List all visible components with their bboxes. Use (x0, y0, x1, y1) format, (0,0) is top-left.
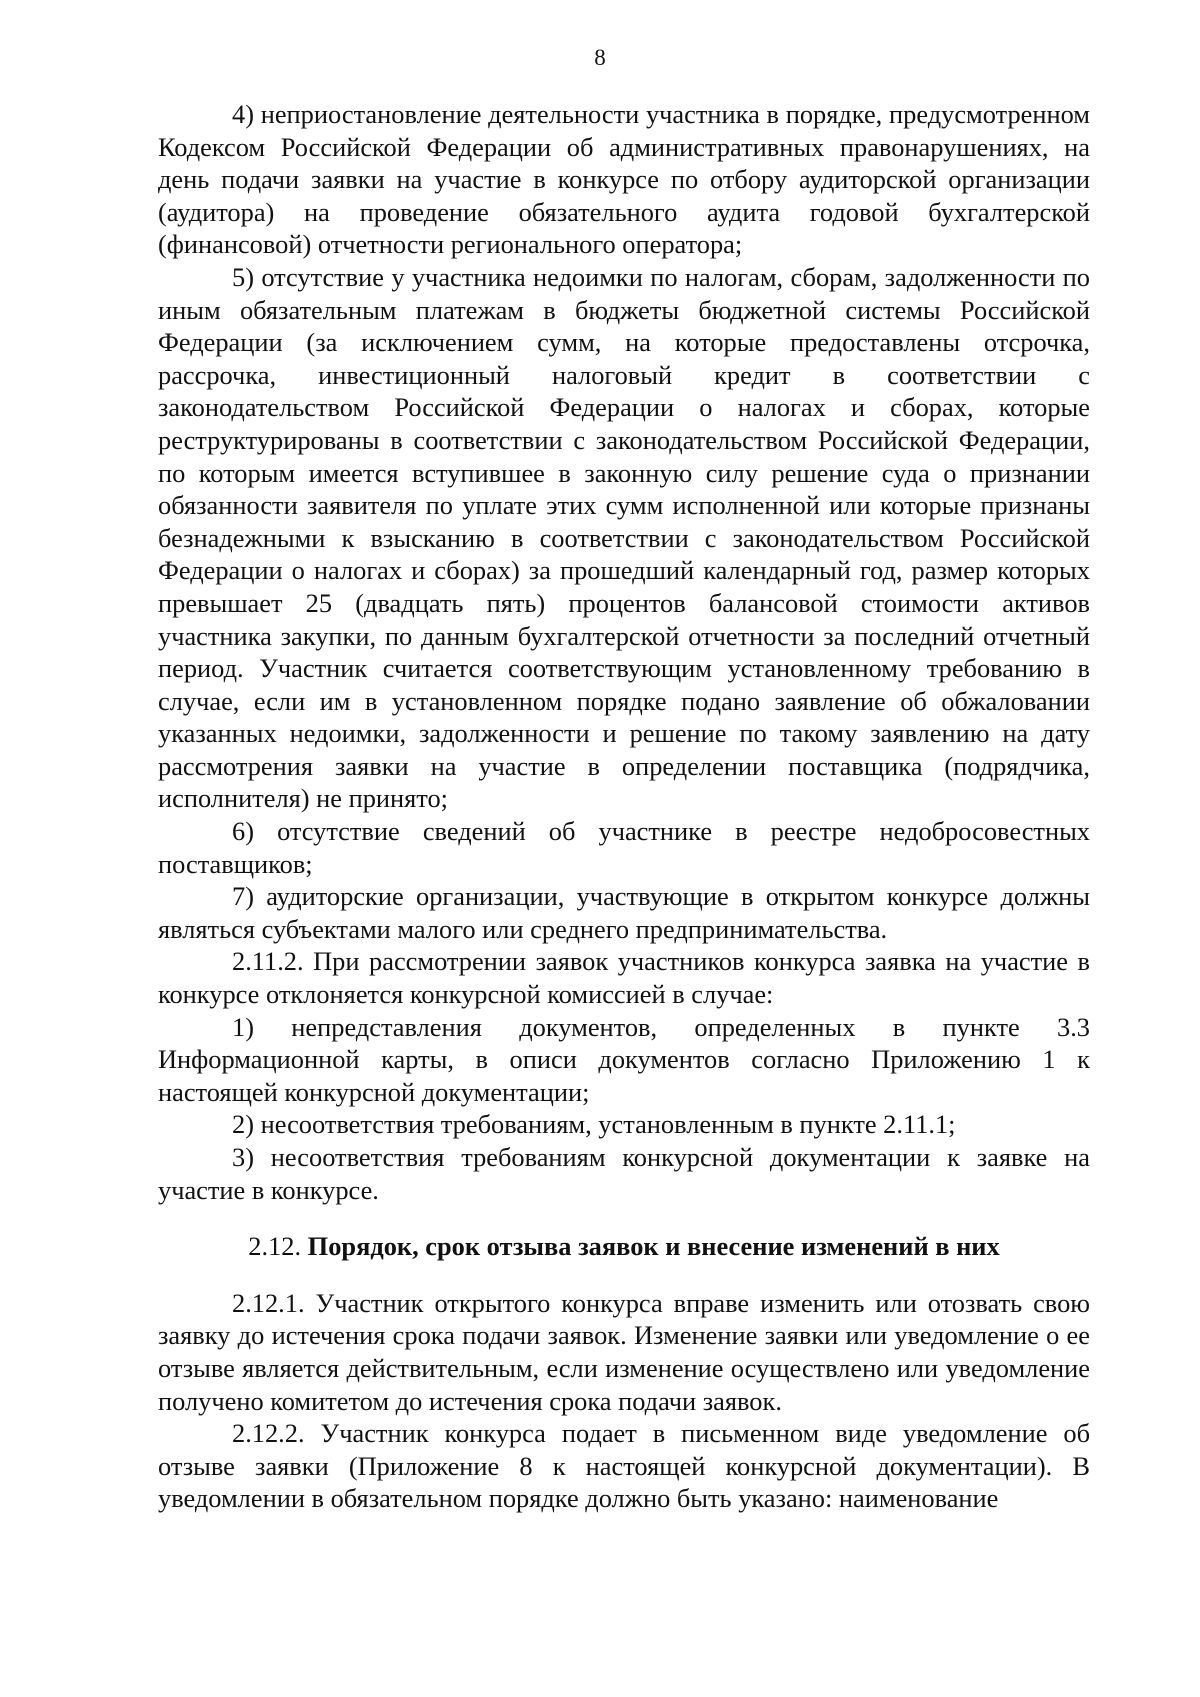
paragraph-item-6: 6) отсутствие сведений об участнике в реестре недобросовестных поставщиков; (158, 816, 1090, 879)
paragraph-reason-1: 1) непредставления документов, определенных в пункте 3.3 Информационной карты, в описи документов согласно Приложению 1 к настоящей конкурсной документации; (158, 1011, 1090, 1107)
paragraph-2-12-1: 2.12.1. Участник открытого конкурса вправе изменить или отозвать свою заявку до истечения срока подачи заявок. Изменение заявки или уведомление о ее отзыве является действительным, если изменение осуществлено или уведомление получено комитетом до истечения срока подачи заявок. (158, 1287, 1090, 1416)
paragraph-item-4: 4) неприостановление деятельности участника в порядке, предусмотренном Кодексом Российской Федерации об административных правонарушениях, на день подачи заявки на участие в конкурсе по отбору аудиторской организации (аудитора) на проведение обязательного аудита годовой бухгалтерской (финансовой) отчетности регионального оператора; (158, 99, 1090, 260)
paragraph-2-11-2: 2.11.2. При рассмотрении заявок участников конкурса заявка на участие в конкурсе отклоняется конкурсной комиссией в случае: (158, 946, 1090, 1010)
paragraph-reason-2: 2) несоответствия требованиям, установленным в пункте 2.11.1; (232, 1109, 956, 1140)
section-heading (158, 1230, 1090, 1263)
section-number: 2.12. (248, 1231, 302, 1262)
paragraph-2-12-2: 2.12.2. Участник конкурса подает в письменном виде уведомление об отзыве заявки (Приложение 8 к настоящей конкурсной документации). В уведомлении в обязательном порядке должно быть указано: наименование (158, 1418, 1090, 1514)
page-number: 8 (594, 45, 606, 70)
paragraph-item-7: 7) аудиторские организации, участвующие в открытом конкурсе должны являться субъектами малого или среднего предпринимательства. (158, 881, 1090, 944)
page-body (158, 98, 1090, 1515)
paragraph-item-5: 5) отсутствие у участника недоимки по налогам, сборам, задолженности по иным обязательным платежам в бюджеты бюджетной системы Российской Федерации (за исключением сумм, на которые предоставлены отсрочка, рассрочка, инвестиционный налоговый кредит в соответствии с законодательством Российской Федерации о налогах и сборах, которые реструктурированы в соответствии с законодательством Российской Федерации, по которым имеется вступившее в законную силу решение суда о признании обязанности заявителя по уплате этих сумм исполненной или которые признаны безнадежными к взысканию в соответствии с законодательством Российской Федерации о налогах и сборах) за прошедший календарный год, размер которых превышает 25 (двадцать пять) процентов балансовой стоимости активов участника закупки, по данным бухгалтерской отчетности за последний отчетный период. Участник считается соответствующим установленному требованию в случае, если им в установленном порядке подано заявление об обжаловании указанных недоимки, задолженности и решение по такому заявлению на дату рассмотрения заявки на участие в определении поставщика (подрядчика, исполнителя) не принято; (158, 261, 1090, 814)
paragraph-reason-3: 3) несоответствия требованиям конкурсной документации к заявке на участие в конкурсе. (158, 1142, 1090, 1205)
section-title: Порядок, срок отзыва заявок и внесение изменений в них (307, 1231, 1000, 1262)
